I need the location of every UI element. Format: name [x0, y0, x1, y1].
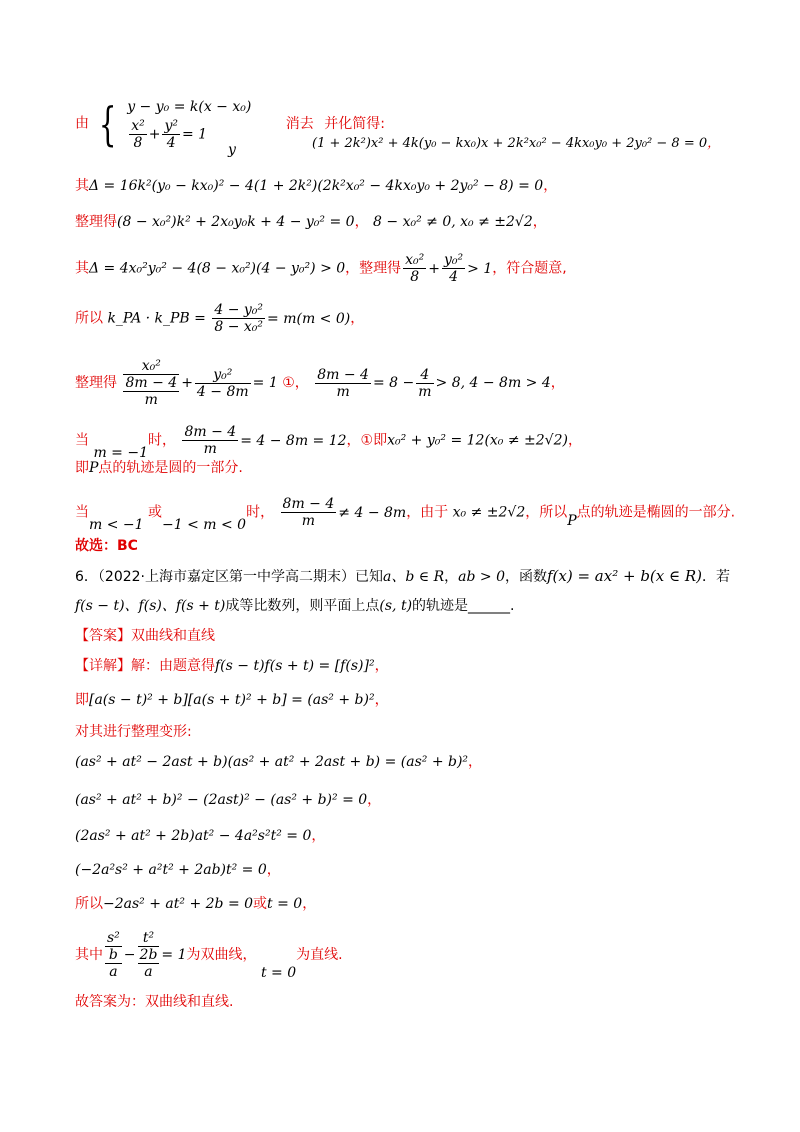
eq-m: = m(m < 0) [267, 310, 351, 327]
step-1 [75, 690, 389, 710]
text-huo: 或 [253, 896, 268, 912]
text-shi: 时， [246, 504, 275, 521]
text-ji: 即 [75, 692, 89, 708]
text-you: 由 [75, 115, 89, 132]
eq-m-range-2: −1 < m < 0 [162, 516, 247, 533]
frac-num: x₀² [123, 358, 179, 375]
comma: ， [567, 432, 582, 449]
step-6-eq: (−2a²s² + a²t² + 2ab)t² = 0 [75, 862, 267, 878]
q6-text-1: 6．（2022·上海市嘉定区第一中学高二期末）已知 [75, 569, 383, 585]
frac-den: 8 [133, 135, 143, 151]
text-xiaoqu: 消去 [285, 115, 314, 132]
eq-quadratic-text: (1 + 2k²)x² + 4k(y₀ − kx₀)x + 2k²x₀² − 4kx₀y₀ + 2y₀² − 8 = 0 [312, 136, 708, 151]
eq-rhs: = 1 [252, 375, 278, 391]
eq-part: = 4 − 8m = 12 [240, 432, 347, 449]
detail-eq: f(s − t)f(s + t) = [f(s)]² [215, 658, 375, 674]
label-circle-1: ①， [282, 375, 309, 391]
step-7-eq-2: t = 0 [267, 896, 303, 912]
frac-num: 4 [416, 367, 433, 384]
equation-quadratic [312, 134, 720, 154]
line-ellipse-form: 整理得 x₀² 8m − 4 m + $\frac{\text{y₀²}}{4 - 8m}$ = 1 ①， $\frac{8m - 4}{m}$ = 8 − $\frac{4}{m}$ > 8, 4 − 8m > 4， [75, 358, 565, 408]
frac-num: 8m − 4 [282, 496, 335, 512]
text-huo: 或 [148, 504, 162, 521]
text-suoyi: ，所以 [525, 504, 568, 521]
q6-ab-set: a、b ∈ R [383, 569, 445, 585]
frac-num: t² [138, 930, 160, 947]
frac-num: 8m − 4 [317, 366, 369, 383]
left-brace: { [99, 96, 117, 151]
eq-zhengli-1: (8 − x₀²)k² + 2x₀y₀k + 4 − y₀² = 0 [117, 214, 355, 230]
text-ji: 即 [75, 460, 89, 476]
frac-den: 4 [166, 135, 176, 151]
step-8 [75, 930, 343, 980]
text-shi: 时， [148, 432, 176, 449]
eq-delta-2: Δ = 4x₀²y₀² − 4(8 − x₀²)(4 − y₀²) > 0 [89, 260, 346, 277]
comma: ， [374, 658, 389, 674]
eq-delta-1: Δ = 16k²(y₀ − kx₀)² − 4(1 + 2k²)(2k²x₀² − 4kx₀y₀ + 2y₀² − 8) = 0 [89, 178, 544, 194]
answer-tag: 【答案】 [75, 628, 131, 644]
line-zhengli-1 [75, 212, 547, 232]
eq-x-cond: x₀ ≠ ±2√2 [452, 504, 526, 521]
comma: ， [350, 310, 365, 327]
q6-function: f(x) = ax² + b(x ∈ R) [546, 567, 703, 585]
q6-text-ruo: ．若 [702, 569, 731, 585]
frac-den: 8 − x₀² [214, 319, 264, 335]
comma: ， [302, 896, 317, 912]
text-suoyi: 所以 [75, 896, 103, 912]
text-zhengli: ，整理得 [345, 260, 402, 277]
step-7 [75, 894, 316, 914]
q6-text-func: ，函数 [504, 569, 547, 585]
comma: ， [374, 692, 389, 708]
detail-line [75, 656, 389, 676]
eq-condition: 8 − x₀² ≠ 0, x₀ ≠ ±2√2 [373, 214, 533, 230]
frac-num: s² [107, 930, 120, 946]
ineq-rhs: > 1 [467, 260, 493, 277]
line-delta-2: 其Δ = 4x₀²y₀² − 4(8 − x₀²)(4 − y₀²) > 0，整理得 $\frac{\text{x₀²}}{8}$ + $\frac{\text{y₀²}}{4}$ > 1，符合题意, [75, 252, 567, 285]
comma: ， [311, 828, 326, 844]
step-4 [75, 790, 381, 810]
text-line: 为直线. [296, 947, 343, 963]
frac-den: 4 − 8m [196, 383, 249, 400]
eq-rhs: = 1 [161, 947, 187, 963]
step-4-eq: (as² + at² + b)² − (2ast)² − (as² + b)² = 0 [75, 792, 368, 808]
var-y: y [228, 142, 236, 158]
frac-den: 4 [449, 269, 459, 285]
line-delta-1 [75, 176, 557, 196]
frac-den: 8 [410, 269, 420, 285]
q6-text-2: 成等比数列，则平面上点 [225, 598, 380, 614]
text-dang: 当 [75, 504, 89, 521]
frac-num: y₀² [195, 367, 251, 384]
eq-circle: x₀² + y₀² = 12(x₀ ≠ ±2√2) [387, 432, 568, 449]
eq-part: ≠ 4 − 8m [338, 504, 407, 521]
step-3-eq: (as² + at² − 2ast + b)(as² + at² + 2ast + b) = (as² + b)² [75, 754, 469, 770]
frac-den: 8m − 4 [125, 375, 178, 391]
frac-den: 2b [139, 947, 158, 963]
step-1-eq: [a(s − t)² + b][a(s + t)² + b] = (as² + b)² [89, 692, 375, 708]
comma: ， [550, 375, 565, 391]
question-6-line-1 [75, 566, 730, 587]
var-p: P [567, 512, 577, 529]
step-5 [75, 826, 325, 846]
text-zhengli: 整理得 [75, 214, 117, 230]
frac-num: 8m − 4 [184, 424, 237, 440]
line-slope-product [75, 302, 364, 335]
eq-t-zero: t = 0 [260, 965, 297, 981]
sys-eq-2: $\frac{\text{x²}}{8}$ + $\frac{\text{y²}}{4}$ = 1 [131, 118, 208, 151]
frac-den: b [105, 947, 122, 964]
eq-part: = 8 − [372, 375, 415, 391]
comma: ， [354, 214, 369, 230]
frac-num: x₀² [405, 252, 425, 268]
frac-num: x² [131, 118, 145, 134]
q6-terms: f(s − t)、f(s)、f(s + t) [75, 598, 226, 614]
text-qizhong: 其中 [75, 947, 103, 963]
text-qi: 其 [75, 178, 89, 194]
q6-text-blank: 的轨迹是______. [412, 598, 515, 614]
text-youyu: ，由于 [406, 504, 449, 521]
comma: ， [266, 862, 281, 878]
detail-text: 解：由题意得 [131, 658, 215, 674]
answer-bc: 故选：BC [75, 538, 138, 554]
comma: ， [444, 569, 459, 585]
frac-den: m [301, 513, 316, 529]
eq-k-product: k_PA · k_PB = [107, 310, 206, 327]
var-p: P [89, 460, 99, 476]
final-answer: 故答案为：双曲线和直线. [75, 994, 234, 1010]
eq-m-range-1: m < −1 [89, 516, 144, 533]
frac-num: y² [164, 118, 178, 134]
sys-eq-2-rhs: = 1 [181, 126, 208, 143]
text-fuhe: ，符合题意, [492, 260, 567, 277]
frac-den: m [203, 441, 217, 457]
frac-den-2: a [144, 964, 153, 980]
text-bing: 并化简得: [324, 115, 385, 132]
comma: ， [543, 178, 558, 194]
frac-den: m [418, 383, 432, 400]
step-6 [75, 860, 281, 880]
text-ji: ，①即 [346, 432, 388, 449]
step-3 [75, 752, 482, 772]
frac-den: m [336, 383, 350, 400]
frac-den-2: m [144, 392, 158, 408]
text-suoyi: 所以 [75, 310, 103, 327]
comma: ， [707, 136, 721, 151]
comma: ， [468, 754, 483, 770]
text-dang: 当 [75, 432, 89, 449]
comma: ， [532, 214, 547, 230]
frac-num: y₀² [444, 252, 464, 268]
step-7-eq-1: −2as² + at² + 2b = 0 [103, 896, 254, 912]
text-circle-part: 点的轨迹是圆的一部分. [98, 460, 243, 476]
q6-ab-pos: ab > 0 [458, 569, 505, 585]
step-2: 对其进行整理变形: [75, 724, 192, 740]
line-circle-conclusion [75, 458, 243, 478]
line-case-m-minus-1 [75, 424, 582, 461]
text-ellipse-part: 点的轨迹是椭圆的一部分. [576, 504, 736, 521]
answer-text: 双曲线和直线 [131, 628, 215, 644]
frac-num: 4 − y₀² [214, 302, 264, 318]
question-6-line-2 [75, 596, 514, 616]
step-5-eq: (2as² + at² + 2b)at² − 4a²s²t² = 0 [75, 828, 312, 844]
answer-line [75, 626, 215, 646]
detail-tag: 【详解】 [75, 658, 131, 674]
comma: ， [367, 792, 382, 808]
frac-den-2: a [109, 964, 118, 980]
text-qi: 其 [75, 260, 89, 277]
q6-point: (s, t) [379, 598, 413, 614]
text-zhengli: 整理得 [75, 375, 117, 391]
minus: − [123, 947, 136, 963]
eq-part: > 8, 4 − 8m > 4 [435, 375, 551, 391]
eq-m-value: m = −1 [93, 444, 148, 461]
line-case-ellipse [75, 496, 736, 533]
sys-eq-1: y − y₀ = k(x − x₀) [127, 99, 252, 115]
text-hyperbola: 为双曲线， [186, 947, 257, 963]
